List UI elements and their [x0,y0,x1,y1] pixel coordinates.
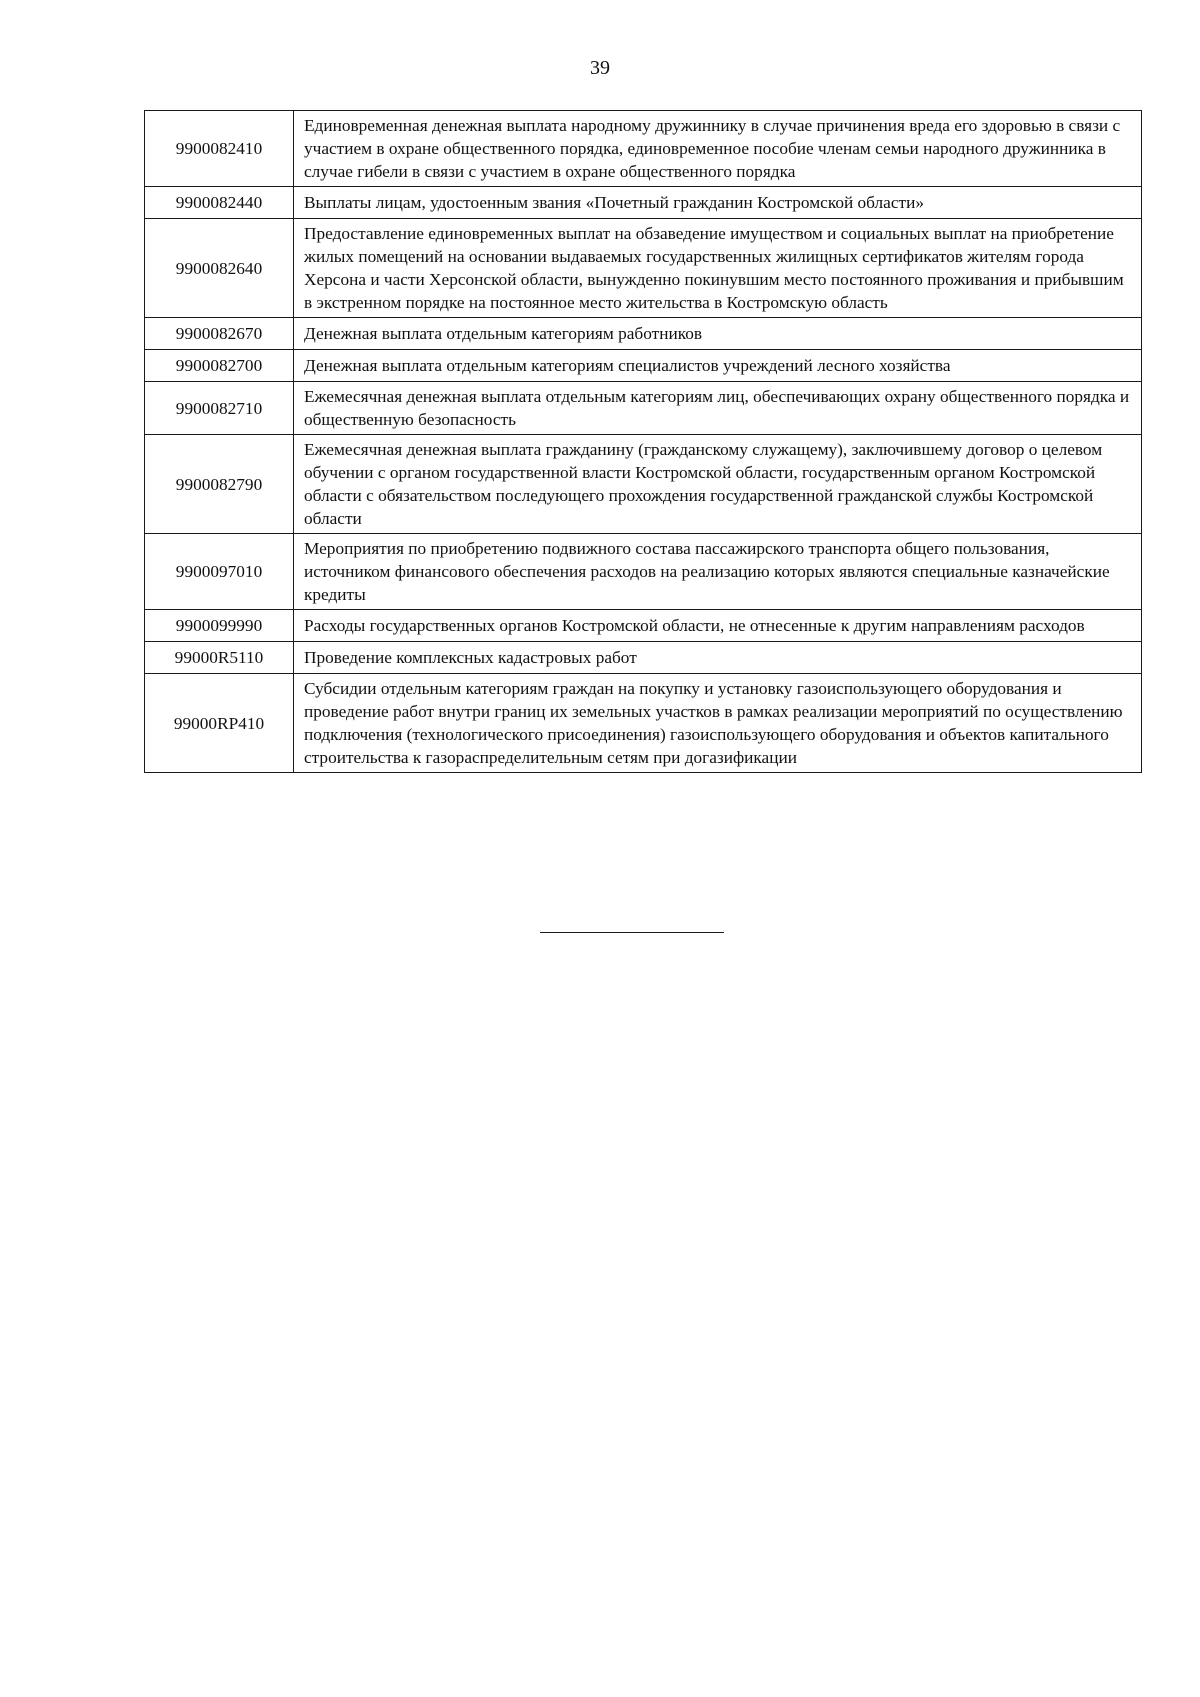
code-cell: 9900097010 [145,534,294,610]
page-number: 39 [590,57,610,79]
table-row [145,674,1142,773]
code-cell: 9900082410 [145,111,294,187]
code-cell: 9900082640 [145,219,294,318]
table-row [145,318,1142,350]
code-cell: 9900082700 [145,350,294,382]
code-cell: 9900099990 [145,610,294,642]
description-cell: Единовременная денежная выплата народному дружиннику в случае причинения вреда его здоровью в связи с участием в охране общественного порядка, единовременное пособие членам семьи народного дружинника в случае гибели в связи с участием в охране общественного порядка [294,111,1142,187]
table-row [145,642,1142,674]
code-cell: 99000R5110 [145,642,294,674]
description-cell: Денежная выплата отдельным категориям специалистов учреждений лесного хозяйства [294,350,1142,382]
description-cell: Ежемесячная денежная выплата отдельным категориям лиц, обеспечивающих охрану общественного порядка и общественную безопасность [294,382,1142,435]
code-cell: 99000RP410 [145,674,294,773]
end-of-document-rule [540,932,724,933]
table-row [145,187,1142,219]
table-row [145,350,1142,382]
code-cell: 9900082440 [145,187,294,219]
code-cell: 9900082710 [145,382,294,435]
budget-codes-table [144,110,1142,773]
table-row [145,111,1142,187]
table-row [145,435,1142,534]
table-row [145,219,1142,318]
description-cell: Проведение комплексных кадастровых работ [294,642,1142,674]
description-cell: Предоставление единовременных выплат на обзаведение имуществом и социальных выплат на приобретение жилых помещений на основании выдаваемых государственных жилищных сертификатов жителям города Херсона и части Херсонской области, вынужденно покинувшим место постоянного проживания и прибывшим в экстренном порядке на постоянное место жительства в Костромскую область [294,219,1142,318]
description-cell: Выплаты лицам, удостоенным звания «Почетный гражданин Костромской области» [294,187,1142,219]
code-cell: 9900082670 [145,318,294,350]
table-row [145,534,1142,610]
table-row [145,382,1142,435]
description-cell: Расходы государственных органов Костромской области, не отнесенные к другим направлениям расходов [294,610,1142,642]
description-cell: Денежная выплата отдельным категориям работников [294,318,1142,350]
table-row [145,610,1142,642]
description-cell: Ежемесячная денежная выплата гражданину (гражданскому служащему), заключившему договор о целевом обучении с органом государственной власти Костромской области, государственным органом Костромской области с обязательством последующего прохождения государственной гражданской службы Костромской области [294,435,1142,534]
code-cell: 9900082790 [145,435,294,534]
description-cell: Субсидии отдельным категориям граждан на покупку и установку газоиспользующего оборудования и проведение работ внутри границ их земельных участков в рамках реализации мероприятий по осуществлению подключения (технологического присоединения) газоиспользующего оборудования и объектов капитального строительства к газораспределительным сетям при догазификации [294,674,1142,773]
description-cell: Мероприятия по приобретению подвижного состава пассажирского транспорта общего пользования, источником финансового обеспечения расходов на реализацию которых являются специальные казначейские кредиты [294,534,1142,610]
